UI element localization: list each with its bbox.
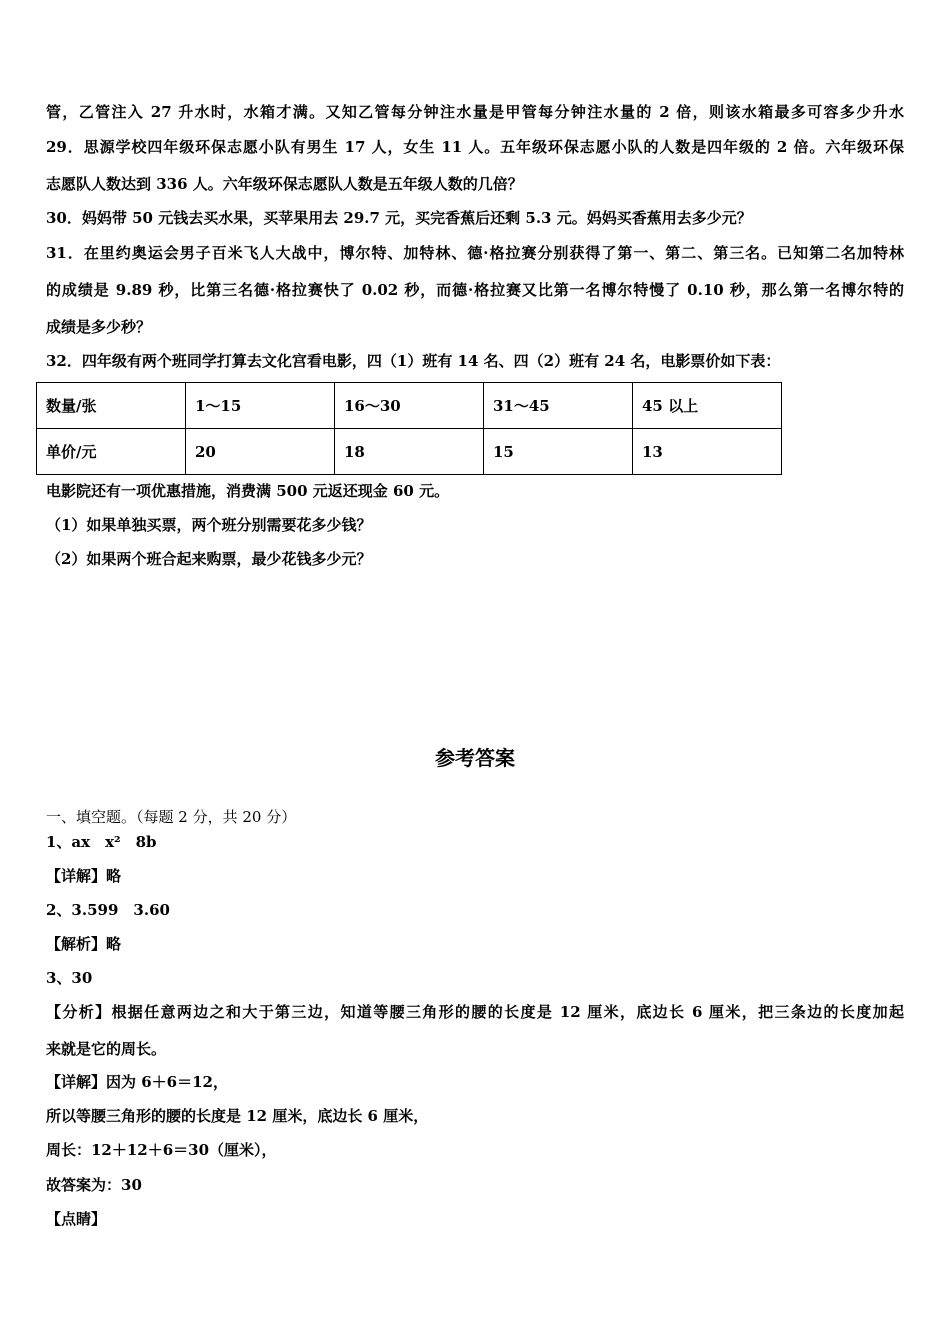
question-32-note: 电影院还有一项优惠措施，消费满 500 元返还现金 60 元。 (46, 482, 450, 500)
answer-2-analysis: 【解析】略 (46, 935, 122, 953)
question-28-continuation: 管，乙管注入 27 升水时，水箱才满。又知乙管每分钟注水量是甲管每分钟注水量的 2 倍，则该水箱最多可容多少升水 (46, 103, 904, 121)
table-cell: 数量/张 (37, 383, 186, 429)
question-31-line-1: 31．在里约奥运会男子百米飞人大战中，博尔特、加特林、德·格拉赛分别获得了第一、第二、第三名。已知第二名加特林 (46, 244, 904, 262)
answer-3-comment: 【点睛】 (46, 1210, 107, 1228)
answer-3-step-2: 周长：12＋12＋6＝30（厘米）， (46, 1141, 277, 1159)
answer-3-analysis-line-2: 来就是它的周长。 (46, 1040, 167, 1058)
table-cell: 15 (484, 429, 633, 475)
answer-2: 2、3.599 3.60 (46, 901, 170, 919)
answer-3: 3、30 (46, 969, 93, 987)
question-29-line-2: 志愿队人数达到 336 人。六年级环保志愿队人数是五年级人数的几倍？ (46, 175, 523, 193)
answer-3-result: 故答案为：30 (46, 1176, 142, 1194)
table-cell: 1～15 (186, 383, 335, 429)
table-cell: 单价/元 (37, 429, 186, 475)
table-cell: 18 (335, 429, 484, 475)
answer-1: 1、ax x² 8b (46, 833, 157, 851)
table-cell: 16～30 (335, 383, 484, 429)
table-cell: 31～45 (484, 383, 633, 429)
question-32-sub-1: （1）如果单独买票，两个班分别需要花多少钱？ (46, 516, 372, 534)
answer-title: 参考答案 (435, 746, 515, 770)
answer-3-step-1: 所以等腰三角形的腰的长度是 12 厘米，底边长 6 厘米， (46, 1107, 429, 1125)
question-31-line-2: 的成绩是 9.89 秒，比第三名德·格拉赛快了 0.02 秒，而德·格拉赛又比第一名博尔特慢了 0.10 秒，那么第一名博尔特的 (46, 281, 904, 299)
question-32-sub-2: （2）如果两个班合起来购票，最少花钱多少元？ (46, 550, 372, 568)
table-row (37, 429, 782, 475)
question-30: 30．妈妈带 50 元钱去买水果，买苹果用去 29.7 元，买完香蕉后还剩 5.3 元。妈妈买香蕉用去多少元？ (46, 209, 752, 227)
question-31-line-3: 成绩是多少秒？ (46, 318, 152, 336)
ticket-price-table (36, 382, 782, 475)
question-29-line-1: 29．思源学校四年级环保志愿小队有男生 17 人，女生 11 人。五年级环保志愿小队的人数是四年级的 2 倍。六年级环保 (46, 138, 904, 156)
answer-section-heading: 一、填空题。（每题 2 分，共 20 分） (46, 808, 297, 826)
table-row (37, 383, 782, 429)
answer-3-detail: 【详解】因为 6＋6＝12， (46, 1073, 228, 1091)
answer-1-detail: 【详解】略 (46, 867, 122, 885)
question-32: 32．四年级有两个班同学打算去文化宫看电影，四（1）班有 14 名、四（2）班有 24 名，电影票价如下表： (46, 352, 781, 370)
table-cell: 45 以上 (633, 383, 782, 429)
table-cell: 20 (186, 429, 335, 475)
table-cell: 13 (633, 429, 782, 475)
answer-3-analysis-line-1: 【分析】根据任意两边之和大于第三边，知道等腰三角形的腰的长度是 12 厘米，底边长 6 厘米，把三条边的长度加起 (46, 1003, 904, 1021)
